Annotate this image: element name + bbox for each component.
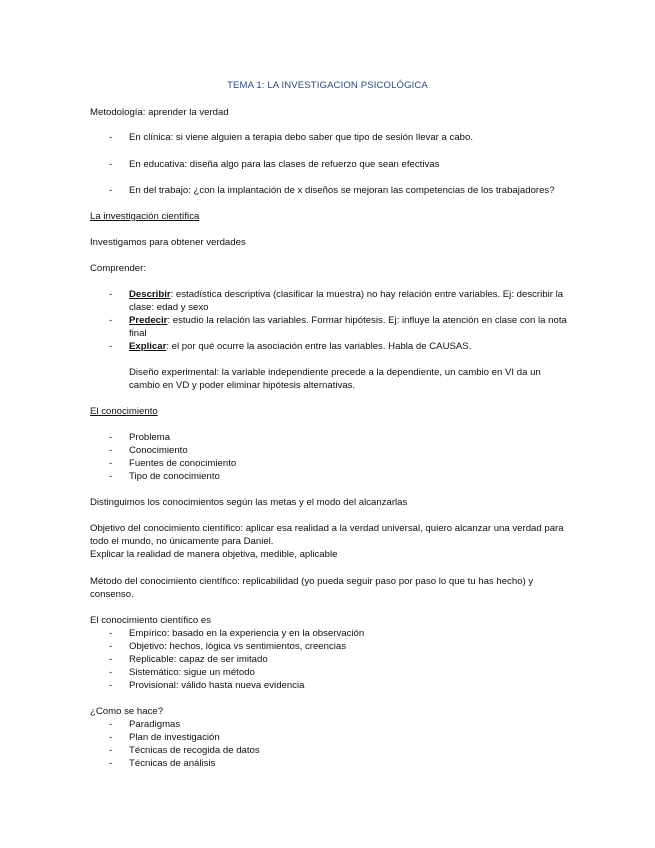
list-item-text: Plan de investigación (129, 732, 220, 743)
list-item-text: Técnicas de análisis (129, 758, 216, 769)
list-item (109, 288, 579, 314)
bullet-dash: - (109, 641, 113, 652)
distinguimos-paragraph: Distinguimos los conocimientos según las metas y el modo del alcanzarlas (90, 497, 408, 508)
list-item-text: Objetivo: hechos, lógica vs sentimientos, creencias (129, 641, 347, 652)
bullet-dash: - (109, 132, 113, 143)
diseno-experimental: Diseño experimental: la variable independiente precede a la dependiente, un cambio en VI da un cambio en VD y poder eliminar hipótesis alternativas. (129, 367, 541, 391)
term-description: : el por qué ocurre la asociación entre las variables. Habla de CAUSAS. (166, 341, 472, 352)
list-item-text: En del trabajo: ¿con la implantación de x diseños se mejoran las competencias de los trabajadores? (129, 185, 555, 196)
bullet-dash: - (109, 341, 113, 352)
bullet-dash: - (109, 732, 113, 743)
document-title: TEMA 1: LA INVESTIGACION PSICOLÓGICA (227, 80, 428, 91)
bullet-dash: - (109, 185, 113, 196)
bullet-dash: - (109, 719, 113, 730)
term-predecir: Predecir (129, 315, 168, 326)
metodologia-heading: Metodología: aprender la verdad (90, 107, 229, 118)
bullet-dash: - (109, 628, 113, 639)
list-item (109, 457, 579, 470)
conocimiento-heading: El conocimiento (90, 406, 158, 417)
list-item (109, 444, 579, 457)
list-item-text: Paradigmas (129, 719, 181, 730)
bullet-dash: - (109, 667, 113, 678)
bullet-dash: - (109, 159, 113, 170)
list-item (109, 640, 579, 653)
list-item (109, 757, 579, 770)
list-item (109, 744, 579, 757)
bullet-dash: - (109, 432, 113, 443)
investigacion-heading: La investigación científica (90, 211, 200, 222)
term-describir: Describir (129, 289, 171, 300)
term-description: : estadística descriptiva (clasificar la muestra) no hay relación entre variables. Ej: describir la clase: edad y sexo (129, 289, 564, 313)
list-item-text: Tipo de conocimiento (129, 471, 220, 482)
como-heading: ¿Como se hace? (90, 706, 164, 717)
list-item (109, 470, 579, 483)
bullet-dash: - (109, 471, 113, 482)
list-item (109, 718, 579, 731)
comprender-label: Comprender: (90, 263, 146, 274)
list-item (109, 431, 579, 444)
list-item-text (129, 340, 579, 353)
cientifico-heading: El conocimiento científico es (90, 615, 212, 626)
bullet-dash: - (109, 745, 113, 756)
term-explicar: Explicar (129, 341, 167, 352)
bullet-dash: - (109, 315, 113, 326)
list-item-text: Replicable: capaz de ser imitado (129, 654, 268, 665)
bullet-dash: - (109, 654, 113, 665)
list-item-text: En educativa: diseña algo para las clases de refuerzo que sean efectivas (129, 159, 440, 170)
list-item (109, 653, 579, 666)
bullet-dash: - (109, 445, 113, 456)
term-description: : estudio la relación las variables. Formar hipótesis. Ej: influye la atención en clase con la nota final (129, 315, 567, 339)
list-item-text: Fuentes de conocimiento (129, 458, 237, 469)
list-item-text: Provisional: válido hasta nueva evidencia (129, 680, 305, 691)
explicar-paragraph: Explicar la realidad de manera objetiva, medible, aplicable (90, 549, 338, 560)
list-item-text: Empírico: basado en la experiencia y en la observación (129, 628, 365, 639)
objetivo-paragraph: Objetivo del conocimiento científico: aplicar esa realidad a la verdad universal, quiero alcanzar una verdad para todo el mundo, no únicamente para Daniel. (90, 523, 564, 547)
bullet-dash: - (109, 758, 113, 769)
list-item (109, 679, 579, 692)
metodo-paragraph: Método del conocimiento científico: replicabilidad (yo pueda seguir paso por paso lo que tu has hecho) y consenso. (90, 576, 534, 600)
list-item (109, 627, 579, 640)
bullet-dash: - (109, 289, 113, 300)
list-item (109, 131, 579, 144)
list-item (109, 158, 579, 171)
list-item (109, 666, 579, 679)
list-item-text: Conocimiento (129, 445, 188, 456)
list-item-text: Problema (129, 432, 171, 443)
list-item (109, 340, 579, 353)
list-item-text: En clínica: si viene alguien a terapia debo saber que tipo de sesión llevar a cabo. (129, 132, 473, 143)
list-item-text (129, 314, 579, 340)
list-item-text: Técnicas de recogida de datos (129, 745, 260, 756)
list-item-text (129, 288, 579, 314)
bullet-dash: - (109, 680, 113, 691)
list-item (109, 314, 579, 340)
list-item-text: Sistemático: sigue un método (129, 667, 255, 678)
investigacion-intro: Investigamos para obtener verdades (90, 237, 246, 248)
list-item (109, 731, 579, 744)
list-item (109, 184, 579, 197)
bullet-dash: - (109, 458, 113, 469)
